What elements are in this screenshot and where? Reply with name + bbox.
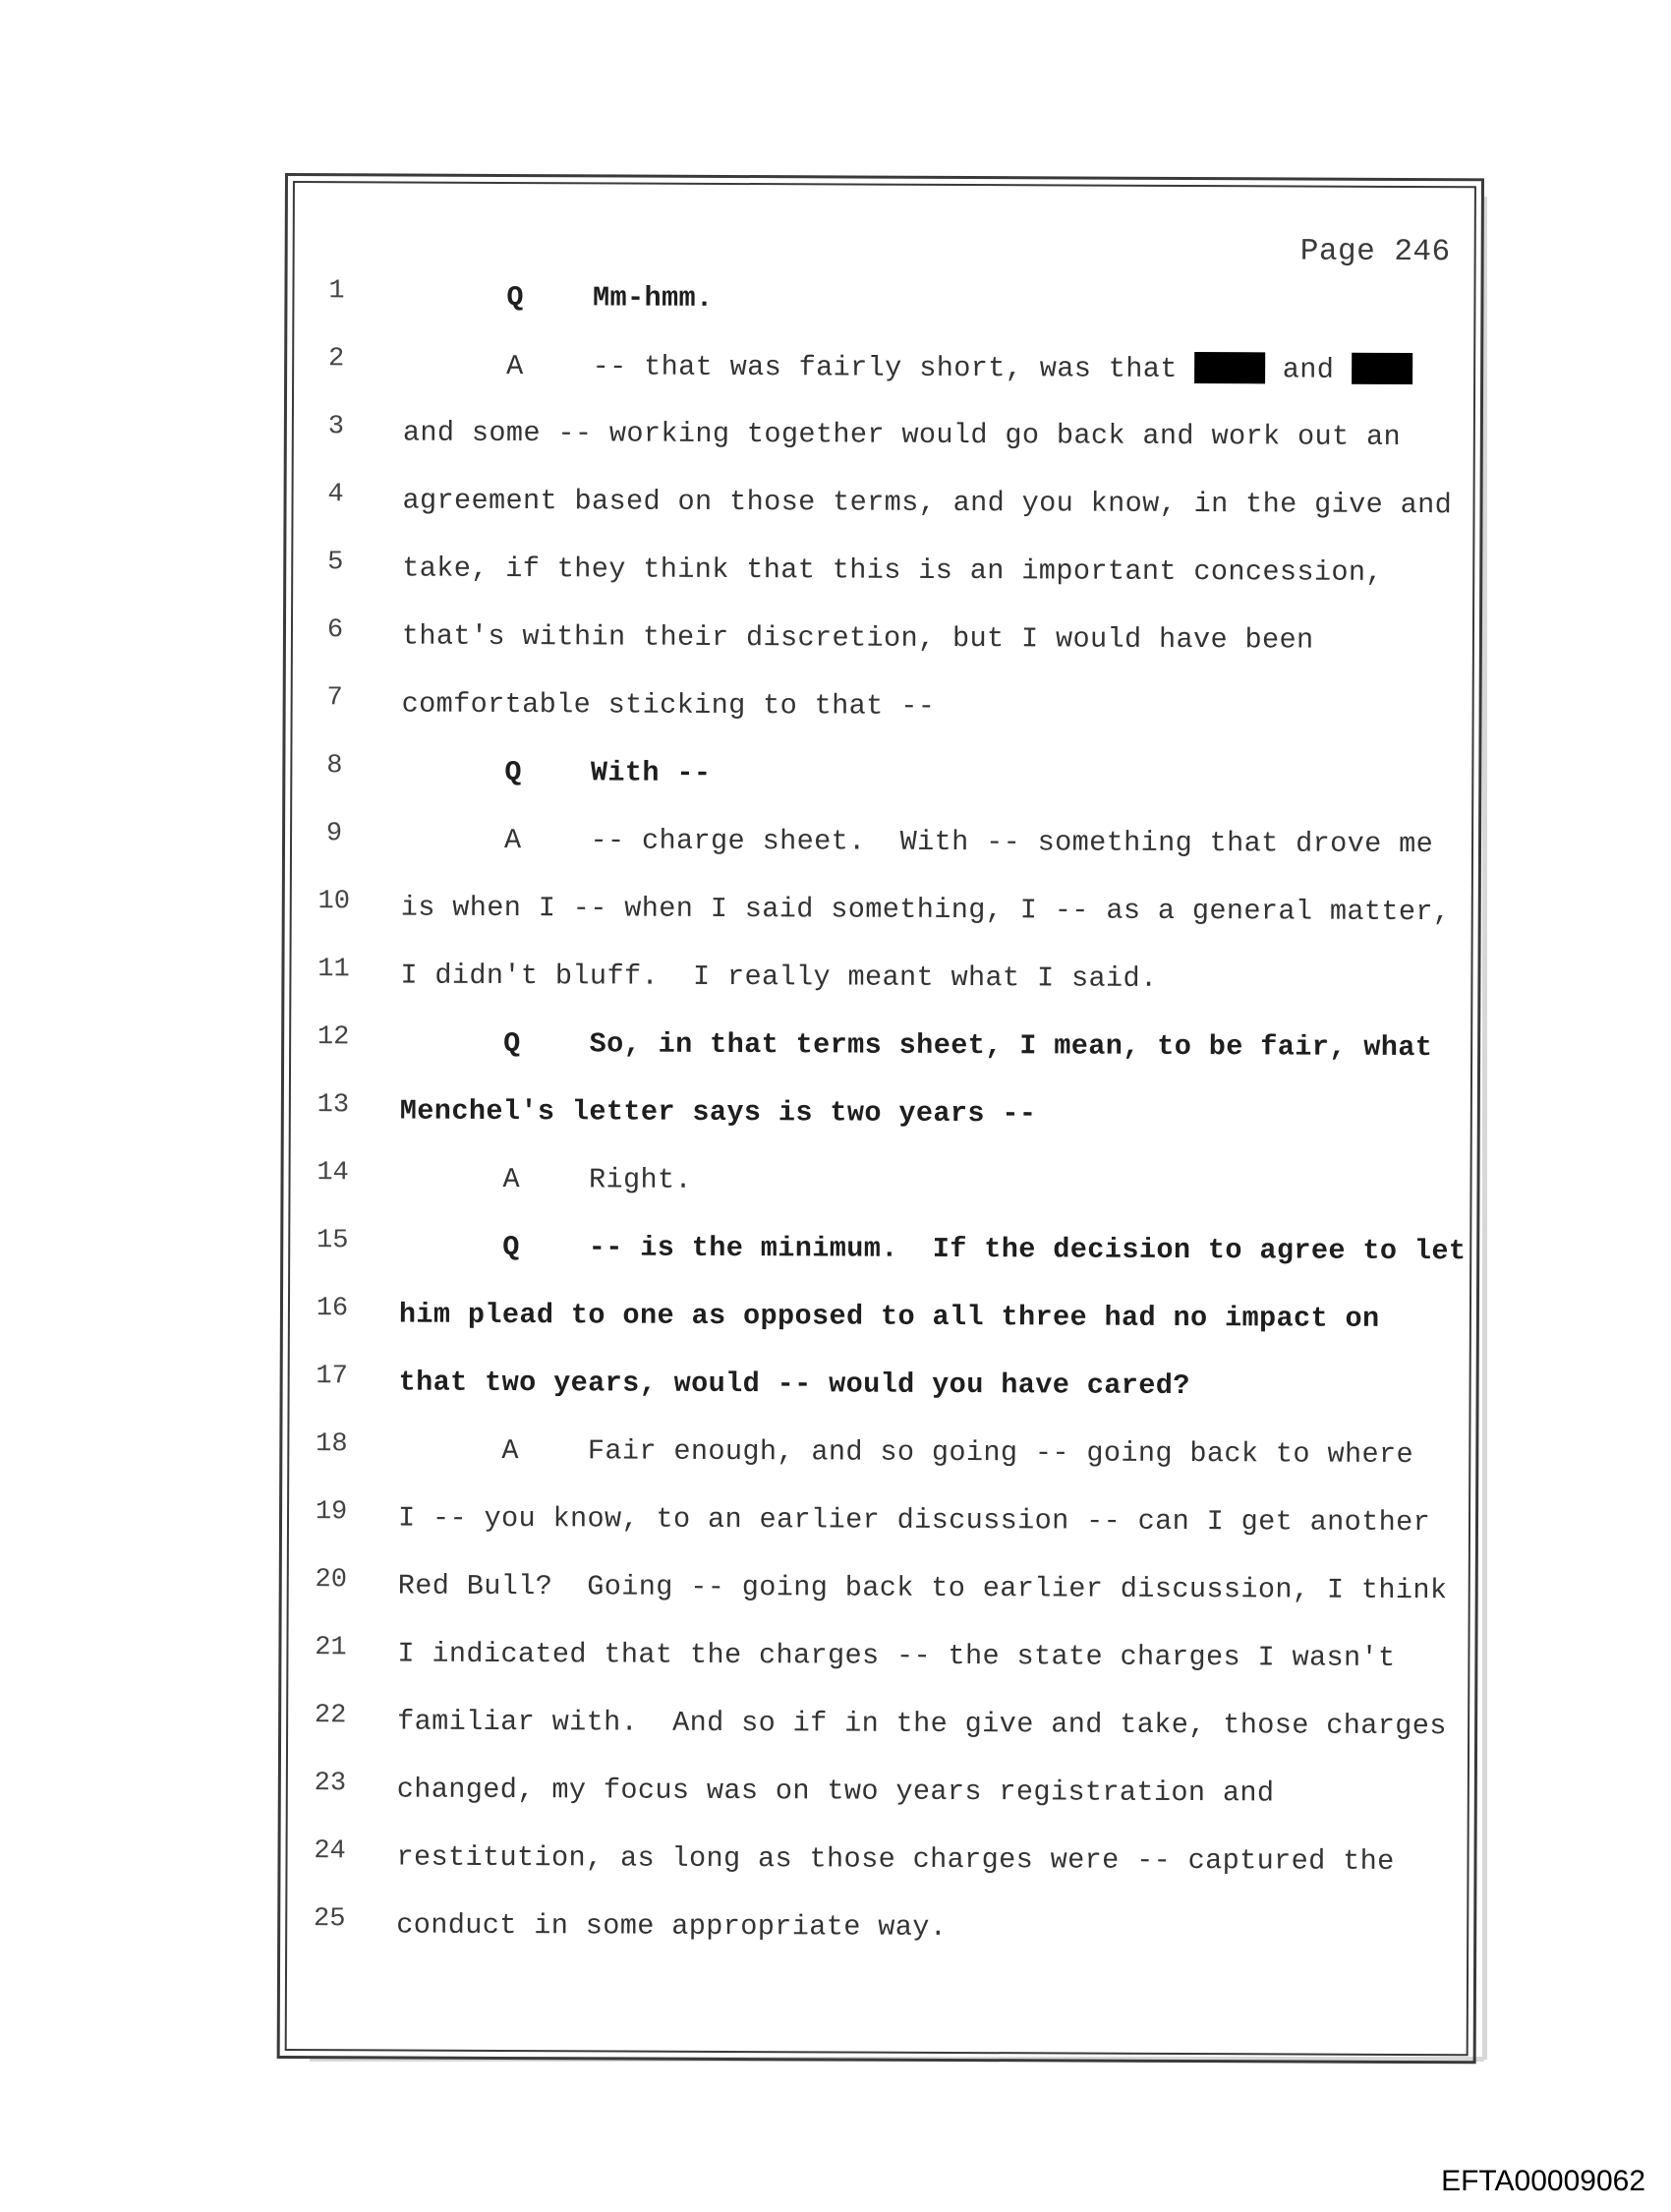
line-text: Menchel's letter says is two years -- xyxy=(399,1094,1037,1131)
line-number: 15 xyxy=(316,1226,349,1256)
line-text: familiar with. And so if in the give and take, those charges xyxy=(397,1705,1447,1743)
transcript-line xyxy=(294,412,1473,456)
line-text: restitution, as long as those charges were -- captured the xyxy=(396,1840,1395,1878)
transcript-line xyxy=(290,1226,1469,1270)
transcript-line xyxy=(288,1769,1468,1813)
line-number: 11 xyxy=(317,955,350,985)
line-text: Red Bull? Going -- going back to earlier discussion, I think xyxy=(397,1569,1448,1607)
line-number: 17 xyxy=(316,1362,348,1392)
transcript-line xyxy=(289,1565,1469,1609)
transcript-line xyxy=(289,1429,1469,1474)
transcript-line xyxy=(291,1090,1470,1135)
transcript-line xyxy=(293,683,1472,728)
line-text: I indicated that the charges -- the state charges I wasn't xyxy=(397,1637,1396,1674)
transcript-line xyxy=(290,1294,1469,1338)
line-number: 10 xyxy=(317,887,351,917)
transcript-line xyxy=(287,1836,1467,1881)
line-text: take, if they think that this is an important concession, xyxy=(402,552,1383,589)
line-text: Q So, in that terms sheet, I mean, to be fair, what xyxy=(400,1026,1433,1065)
line-text: him plead to one as opposed to all three had no impact on xyxy=(398,1298,1380,1335)
transcript-line xyxy=(294,344,1473,388)
transcript-line xyxy=(292,751,1471,795)
line-number: 13 xyxy=(317,1090,350,1121)
redaction-block xyxy=(1194,352,1265,383)
line-number: 25 xyxy=(313,1904,346,1935)
line-text: changed, my focus was on two years registration and xyxy=(396,1773,1275,1810)
line-text: comfortable sticking to that -- xyxy=(401,687,936,723)
page-shadow-right xyxy=(1482,197,1487,2060)
transcript-line xyxy=(287,1904,1467,1949)
line-text-part-1: A -- that was fairly short, was that xyxy=(403,349,1195,386)
transcript-line xyxy=(288,1701,1468,1745)
line-number: 6 xyxy=(326,615,344,646)
line-text: that two years, would -- would you have cared? xyxy=(398,1366,1190,1403)
line-number: 16 xyxy=(316,1294,349,1324)
line-text: Q -- is the minimum. If the decision to agree to let xyxy=(399,1230,1467,1268)
line-text: Q Mm-hmm. xyxy=(403,280,714,315)
transcript-line xyxy=(292,887,1471,931)
line-number: 21 xyxy=(315,1633,347,1663)
line-number: 20 xyxy=(315,1565,348,1596)
transcript-line xyxy=(290,1362,1469,1406)
transcript-line xyxy=(291,955,1470,999)
line-text: Q With -- xyxy=(401,755,712,789)
page-number: Page 246 xyxy=(1299,234,1451,270)
transcript-line xyxy=(294,276,1473,320)
transcript-line xyxy=(290,1158,1469,1202)
line-text: A -- charge sheet. With -- something that drove me xyxy=(400,823,1434,861)
line-number: 14 xyxy=(317,1158,349,1189)
line-number: 2 xyxy=(328,344,345,375)
transcript-line xyxy=(288,1633,1468,1677)
line-number: 8 xyxy=(326,751,343,782)
line-text: A Fair enough, and so going -- going back to where xyxy=(398,1433,1414,1472)
transcript-page xyxy=(285,181,1476,2056)
line-number: 3 xyxy=(327,412,345,442)
line-number: 5 xyxy=(327,548,344,578)
transcript-line xyxy=(289,1497,1469,1542)
line-number: 23 xyxy=(314,1769,347,1799)
line-number: 19 xyxy=(315,1497,348,1528)
redaction-block xyxy=(1352,353,1412,384)
line-number: 18 xyxy=(316,1429,348,1460)
line-number: 7 xyxy=(326,683,343,714)
transcript-line xyxy=(293,615,1472,660)
transcript-line xyxy=(291,1022,1470,1067)
line-text: that's within their discretion, but I would have been xyxy=(401,619,1314,657)
transcript-line xyxy=(292,819,1471,863)
transcript-line xyxy=(293,480,1472,524)
line-number: 4 xyxy=(327,480,344,510)
line-text: A Right. xyxy=(399,1162,693,1196)
line-number: 12 xyxy=(317,1022,350,1053)
line-number: 22 xyxy=(314,1701,347,1731)
transcript-page-frame xyxy=(277,173,1484,2064)
line-text: and some -- working together would go back and work out an xyxy=(402,416,1402,453)
line-text: I -- you know, to an earlier discussion -- can I get another xyxy=(397,1501,1431,1540)
line-text: is when I -- when I said something, I -- as a general matter, xyxy=(400,891,1451,929)
document-id: EFTA00009062 xyxy=(1441,2165,1645,2197)
line-number: 9 xyxy=(325,819,343,849)
line-text xyxy=(403,349,1412,386)
line-text: conduct in some appropriate way. xyxy=(396,1908,948,1944)
line-number: 24 xyxy=(314,1836,346,1867)
line-text: I didn't bluff. I really meant what I said. xyxy=(400,959,1158,995)
transcript-line xyxy=(293,548,1472,592)
line-text-part-2: and xyxy=(1265,353,1352,386)
line-number: 1 xyxy=(328,276,345,307)
line-text: agreement based on those terms, and you know, in the give and xyxy=(402,484,1453,522)
